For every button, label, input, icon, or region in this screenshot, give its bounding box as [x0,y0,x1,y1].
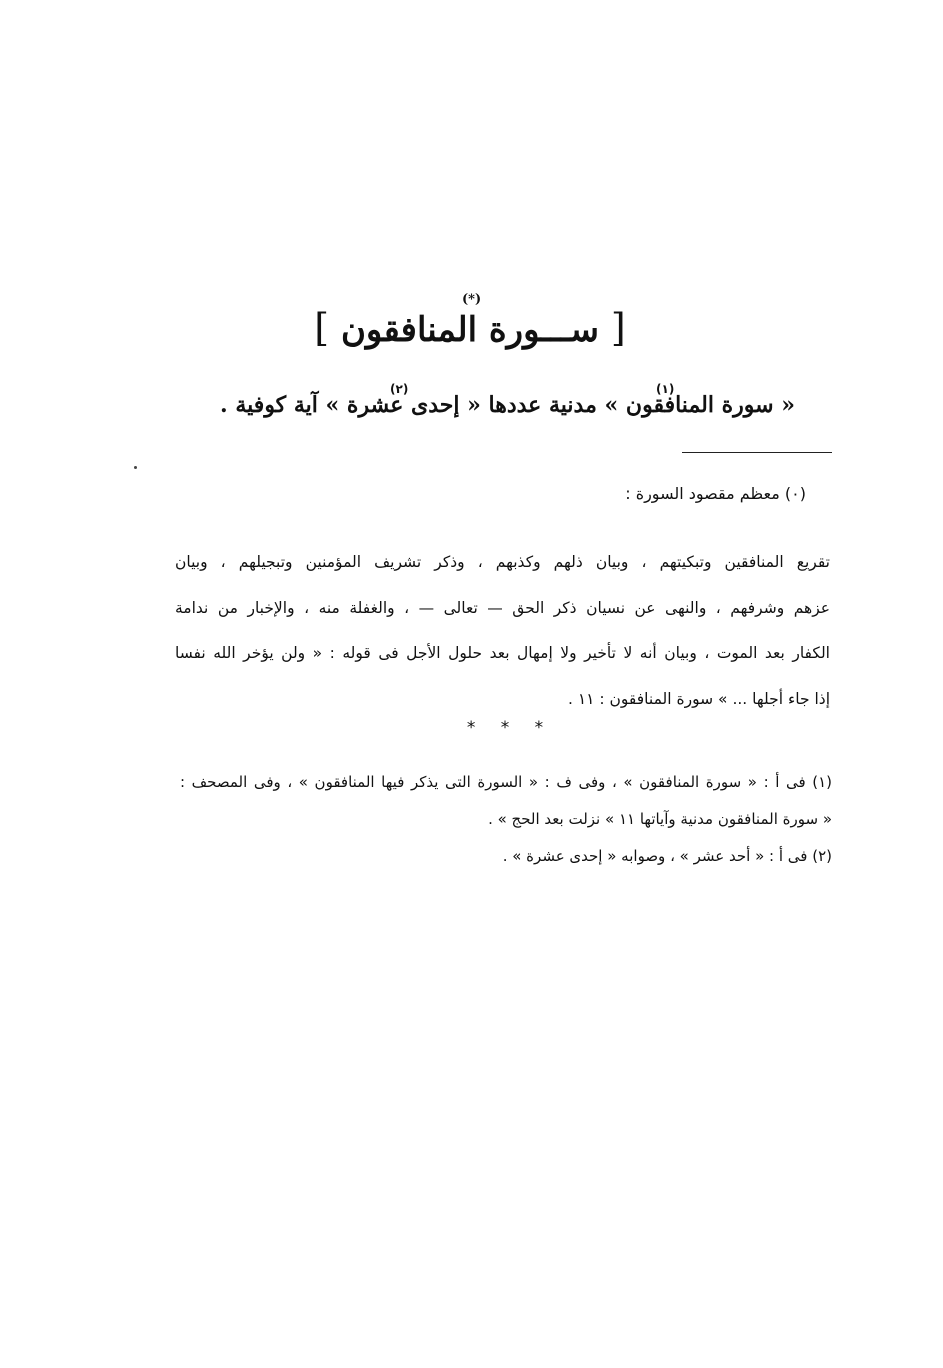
intro-line: « سورة المنافقون » مدنية عددها « إحدى عشرة » آية كوفية . [220,392,795,418]
title-open-bracket: [ [610,306,626,350]
footnote-2: (٢) فى أ : « أحد عشر » ، وصوابه « إحدى عشرة » . [502,847,832,865]
body-paragraph [175,540,830,722]
title-footnote-marker: (*) [462,292,482,307]
title-close-bracket: ] [314,306,330,350]
footnote-1-line-2: « سورة المنافقون مدنية وآياتها ١١ » نزلت بعد الحج » . [488,810,832,828]
divider-rule [682,452,832,453]
surah-title [300,306,640,352]
section-heading: (٠) معظم مقصود السورة : [625,484,806,503]
body-line: الكفار بعد الموت ، وبيان أنه لا تأخير ولا إمهال بعد حلول الأجل فى قوله : « ولن يؤخر الله نفسا [175,644,830,662]
body-line: تقريع المنافقين وتبكيتهم ، وبيان ذلهم وكذبهم ، وذكر تشريف المؤمنين وتبجيلهم ، وبيان [175,553,830,571]
footnote-ref-1: (١) [656,382,675,396]
body-line: عزهم وشرفهم ، والنهى عن نسيان ذكر الحق — تعالى — ، والغفلة منه ، والإخبار من ندامة [175,598,830,617]
footnotes [180,764,832,875]
scan-speck [134,466,137,469]
footnote-ref-2: (٢) [390,382,409,396]
section-separator: * * * [466,718,554,738]
body-line: إذا جاء أجلها ... » سورة المنافقون : ١١ . [567,689,830,708]
title-text: ســـورة المنافقون [340,310,600,350]
footnote-1-line-1: (١) فى أ : « سورة المنافقون » ، وفى ف : « السورة التى يذكر فيها المنافقون » ، وفى المصحف : [180,773,832,791]
